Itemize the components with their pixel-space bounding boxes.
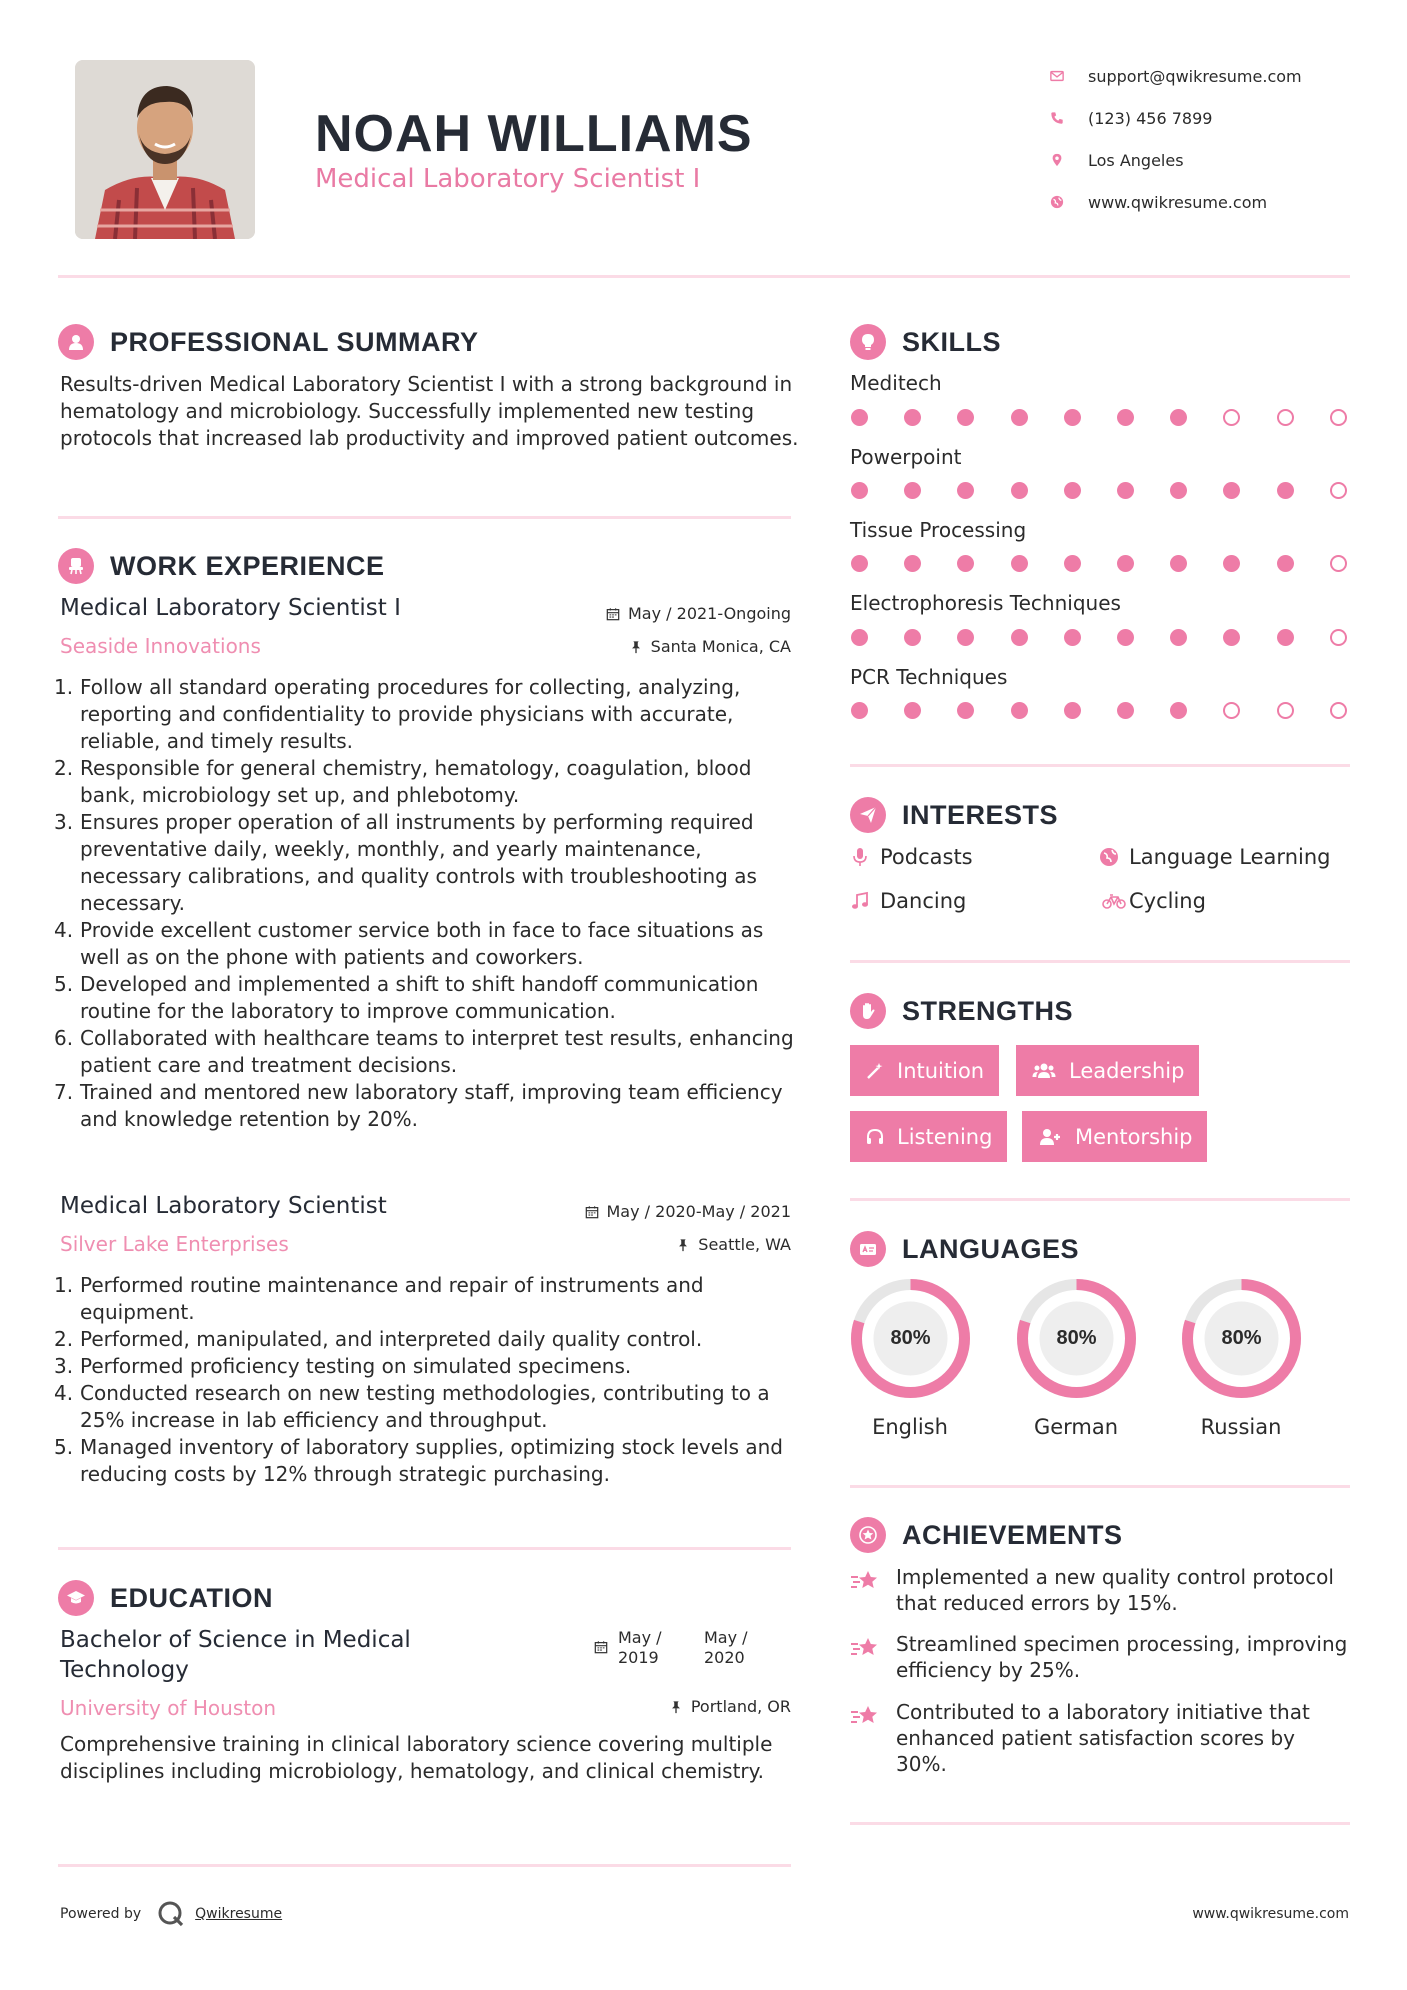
skill-dot-filled <box>1170 555 1187 572</box>
hand-icon <box>850 993 886 1029</box>
skill-dot-filled <box>957 629 974 646</box>
skill-rating <box>851 555 1351 573</box>
envelope-icon <box>1050 69 1088 83</box>
duty-text: Follow all standard operating procedures for collecting, analyzing, reporting and confidentiality to provide physicians with accurate, reliable, and timely results. <box>80 675 741 753</box>
language-ring <box>850 1278 971 1399</box>
star-badge-icon <box>850 1517 886 1553</box>
interests-divider <box>850 960 1350 963</box>
interest-label: Cycling <box>1129 889 1206 913</box>
skill-dot-filled <box>1223 482 1240 499</box>
language-percent: 80% <box>1056 1327 1097 1349</box>
skill-dot-filled <box>1170 702 1187 719</box>
shooting-star-icon <box>850 1699 896 1777</box>
education-dates <box>594 1628 756 1668</box>
achievement-item <box>850 1564 1350 1616</box>
language-percent: 80% <box>1221 1327 1262 1349</box>
skill-dot-filled <box>1011 629 1028 646</box>
skill-name: Meditech <box>850 371 942 395</box>
skill-dot-filled <box>1117 482 1134 499</box>
skill-name: Powerpoint <box>850 445 962 469</box>
duty-text: Provide excellent customer service both in face to face situations as well as on the phone with patients and coworkers. <box>80 918 764 969</box>
skill-dot-empty <box>1330 555 1347 572</box>
contact-email[interactable] <box>1050 55 1350 97</box>
shooting-star-icon <box>850 1564 896 1616</box>
user-plus-icon <box>1037 1127 1063 1147</box>
headphones-icon <box>865 1127 885 1147</box>
education-location-text: Portland, OR <box>690 1697 791 1716</box>
skills-divider <box>850 764 1350 767</box>
strength-tag-listening <box>850 1111 1007 1162</box>
language-name: German <box>1033 1415 1119 1439</box>
achievements-divider <box>850 1822 1350 1825</box>
skill-dot-filled <box>851 409 868 426</box>
skill-dot-filled <box>1064 555 1081 572</box>
duty-text: Performed routine maintenance and repair of instruments and equipment. <box>80 1273 704 1324</box>
skill-dot-filled <box>957 555 974 572</box>
degree-title: Bachelor of Science in Medical Technology <box>60 1627 411 1683</box>
duty-text: Collaborated with healthcare teams to interpret test results, enhancing patient care and treatment decisions. <box>80 1026 794 1077</box>
job-dates-text: May / 2021-Ongoing <box>628 604 791 623</box>
skill-dot-filled <box>904 482 921 499</box>
summary-text: Results-driven Medical Laboratory Scientist I with a strong background in hematology and microbiology. Successfully implemented new testing protocols that increased lab productivity and improved patient outcomes. <box>60 372 799 450</box>
list-item: 4. Conducted research on new testing methodologies, contributing to a 25% increase in lab efficiency and throughput. <box>54 1381 770 1432</box>
skill-name: Tissue Processing <box>850 518 1027 542</box>
experience-heading: WORK EXPERIENCE <box>110 550 385 581</box>
strength-label: Listening <box>897 1124 993 1149</box>
strengths-heading: STRENGTHS <box>902 995 1074 1026</box>
skill-dot-filled <box>1277 482 1294 499</box>
skill-dot-filled <box>1011 702 1028 719</box>
skill-dot-filled <box>851 629 868 646</box>
interests-header <box>850 797 1058 833</box>
skill-dot-filled <box>957 409 974 426</box>
language-ring <box>1181 1278 1302 1399</box>
skill-dot-filled <box>904 555 921 572</box>
pin-icon <box>669 1700 683 1714</box>
candidate-name: NOAH WILLIAMS <box>315 105 753 163</box>
strength-label: Mentorship <box>1075 1124 1193 1149</box>
job-title: Medical Laboratory Scientist <box>60 1193 387 1219</box>
list-item: 5. Managed inventory of laboratory supplies, optimizing stock levels and reducing costs by 12% through strategic purchasing. <box>54 1435 783 1486</box>
globe-icon <box>1099 847 1129 867</box>
qwikresume-logo-icon <box>157 1900 185 1928</box>
interest-podcasts <box>850 845 973 869</box>
languages-heading: LANGUAGES <box>902 1233 1080 1264</box>
skill-dot-filled <box>1170 409 1187 426</box>
map-pin-icon <box>1050 153 1088 167</box>
skill-dot-filled <box>1064 409 1081 426</box>
skill-dot-empty <box>1277 702 1294 719</box>
duty-text: Performed proficiency testing on simulated specimens. <box>80 1354 632 1378</box>
contact-phone[interactable] <box>1050 97 1350 139</box>
education-location <box>669 1697 791 1716</box>
list-item: 4. Provide excellent customer service both in face to face situations as well as on the phone with patients and coworkers. <box>54 918 764 969</box>
duty-text: Conducted research on new testing methodologies, contributing to a 25% increase in lab efficiency and throughput. <box>80 1381 770 1432</box>
strengths-divider <box>850 1198 1350 1201</box>
school-name: University of Houston <box>60 1696 277 1720</box>
duty-text: Performed, manipulated, and interpreted daily quality control. <box>80 1327 703 1351</box>
skill-dot-filled <box>904 629 921 646</box>
interest-dancing <box>850 889 966 913</box>
strength-tag-mentorship <box>1022 1111 1207 1162</box>
list-item: 7. Trained and mentored new laboratory staff, improving team efficiency and knowledge retention by 20%. <box>54 1080 783 1131</box>
calendar-icon <box>585 1205 599 1219</box>
skill-dot-empty <box>1330 409 1347 426</box>
contact-website-text: www.qwikresume.com <box>1088 192 1268 212</box>
achievement-item <box>850 1631 1350 1683</box>
job-dates <box>585 1202 792 1221</box>
education-end: May / 2020 <box>704 1628 748 1667</box>
interest-label: Podcasts <box>880 845 973 869</box>
magic-wand-icon <box>865 1061 885 1081</box>
job-location <box>676 1235 791 1254</box>
skill-rating <box>851 482 1351 500</box>
summary-divider <box>58 516 791 519</box>
education-header <box>58 1580 273 1616</box>
strength-label: Leadership <box>1069 1058 1185 1083</box>
education-heading: EDUCATION <box>110 1582 273 1613</box>
summary-header <box>58 324 479 360</box>
phone-icon <box>1050 111 1088 125</box>
skill-dot-filled <box>1223 555 1240 572</box>
skill-rating <box>851 629 1351 647</box>
achievements-heading: ACHIEVEMENTS <box>902 1519 1123 1550</box>
contact-location-text: Los Angeles <box>1088 150 1184 170</box>
user-icon <box>58 324 94 360</box>
contact-phone-text: (123) 456 7899 <box>1088 108 1213 128</box>
education-start: May / 2019 <box>618 1628 662 1667</box>
list-item: 1. Performed routine maintenance and repair of instruments and equipment. <box>54 1273 704 1324</box>
job-company: Silver Lake Enterprises <box>60 1232 289 1256</box>
job-dates <box>606 604 791 623</box>
list-item: 5. Developed and implemented a shift to shift handoff communication routine for the laboratory to improve communication. <box>54 972 759 1023</box>
skill-dot-filled <box>1064 702 1081 719</box>
strength-tag-leadership <box>1016 1045 1199 1096</box>
brand-link[interactable]: Qwikresume <box>195 1906 283 1922</box>
achievement-item <box>850 1699 1350 1777</box>
skill-dot-filled <box>1011 482 1028 499</box>
interests-heading: INTERESTS <box>902 799 1059 830</box>
bicycle-icon <box>1099 891 1129 911</box>
list-item: 2. Performed, manipulated, and interpreted daily quality control. <box>54 1327 703 1351</box>
skill-dot-filled <box>1117 409 1134 426</box>
experience-header <box>58 548 385 584</box>
music-note-icon <box>850 891 880 911</box>
calendar-icon <box>594 1640 608 1654</box>
skill-dot-empty <box>1277 409 1294 426</box>
paper-plane-icon <box>850 797 886 833</box>
skill-name: Electrophoresis Techniques <box>850 591 1121 615</box>
footer-url[interactable]: www.qwikresume.com <box>1192 1906 1349 1922</box>
duty-text: Responsible for general chemistry, hematology, coagulation, blood bank, microbiology set up, and phlebotomy. <box>80 756 752 807</box>
job-company: Seaside Innovations <box>60 634 261 658</box>
duty-text: Ensures proper operation of all instruments by performing required preventative daily, weekly, monthly, and yearly maintenance, necessary calibrations, and quality controls with troubleshooting as necessary. <box>80 810 757 915</box>
skill-rating <box>851 409 1351 427</box>
list-item: 3. Performed proficiency testing on simulated specimens. <box>54 1354 632 1378</box>
skill-dot-filled <box>1170 482 1187 499</box>
language-name: Russian <box>1200 1415 1282 1439</box>
skill-dot-filled <box>1117 702 1134 719</box>
language-name: English <box>872 1415 948 1439</box>
skill-dot-filled <box>1064 482 1081 499</box>
job-duties-list <box>54 674 805 1133</box>
duty-text: Developed and implemented a shift to shift handoff communication routine for the laboratory to improve communication. <box>80 972 759 1023</box>
header-divider <box>58 275 1350 278</box>
skill-dot-filled <box>1117 629 1134 646</box>
interest-label: Dancing <box>880 889 967 913</box>
skill-rating <box>851 702 1351 720</box>
skill-dot-filled <box>851 482 868 499</box>
skill-dot-filled <box>904 409 921 426</box>
shooting-star-icon <box>850 1631 896 1683</box>
candidate-title: Medical Laboratory Scientist I <box>315 164 701 194</box>
language-ring <box>1016 1278 1137 1399</box>
list-item: 3. Ensures proper operation of all instruments by performing required preventative daily, weekly, monthly, and yearly maintenance, necessary calibrations, and quality controls with troubleshooting as necessary. <box>54 810 757 915</box>
duty-text: Trained and mentored new laboratory staff, improving team efficiency and knowledge retention by 20%. <box>80 1080 783 1131</box>
job-duties-list <box>54 1272 805 1488</box>
job-title: Medical Laboratory Scientist I <box>60 595 401 621</box>
skill-dot-filled <box>904 702 921 719</box>
globe-icon <box>1050 195 1088 209</box>
skill-dot-filled <box>1117 555 1134 572</box>
skill-dot-filled <box>851 555 868 572</box>
skill-dot-empty <box>1330 629 1347 646</box>
strengths-header <box>850 993 1073 1029</box>
interest-label: Language Learning <box>1129 845 1331 869</box>
achievement-text: Streamlined specimen processing, improving efficiency by 25%. <box>896 1632 1348 1682</box>
microphone-icon <box>850 847 880 867</box>
skill-dot-filled <box>851 702 868 719</box>
contact-website[interactable] <box>1050 181 1350 223</box>
skills-header <box>850 324 1001 360</box>
skill-dot-empty <box>1330 482 1347 499</box>
languages-divider <box>850 1485 1350 1488</box>
contact-location <box>1050 139 1350 181</box>
skill-dot-filled <box>1277 555 1294 572</box>
list-item: 6. Collaborated with healthcare teams to interpret test results, enhancing patient care and treatment decisions. <box>54 1026 794 1077</box>
contact-block <box>1050 55 1350 223</box>
users-icon <box>1031 1061 1057 1081</box>
job-location-text: Santa Monica, CA <box>650 637 791 656</box>
strength-label: Intuition <box>897 1058 985 1083</box>
contact-email-text: support@qwikresume.com <box>1088 66 1302 86</box>
skill-name: PCR Techniques <box>850 665 1008 689</box>
skill-dot-filled <box>1064 629 1081 646</box>
duty-text: Managed inventory of laboratory supplies, optimizing stock levels and reducing costs by 12% through strategic purchasing. <box>80 1435 783 1486</box>
profile-photo <box>75 60 255 239</box>
job-location <box>629 637 791 656</box>
list-item: 1. Follow all standard operating procedures for collecting, analyzing, reporting and confidentiality to provide physicians with accurate, reliable, and timely results. <box>54 675 741 753</box>
language-card-icon <box>850 1231 886 1267</box>
skill-dot-empty <box>1223 702 1240 719</box>
lightbulb-icon <box>850 324 886 360</box>
language-percent: 80% <box>890 1327 931 1349</box>
footer-powered-by <box>60 1900 282 1928</box>
achievements-header <box>850 1517 1123 1553</box>
skill-dot-empty <box>1330 702 1347 719</box>
achievement-text: Contributed to a laboratory initiative that enhanced patient satisfaction scores by 30%. <box>896 1700 1310 1776</box>
powered-by-label: Powered by <box>60 1906 142 1922</box>
experience-divider <box>58 1547 791 1550</box>
list-item: 2. Responsible for general chemistry, hematology, coagulation, blood bank, microbiology set up, and phlebotomy. <box>54 756 752 807</box>
skill-dot-empty <box>1223 409 1240 426</box>
skill-dot-filled <box>1277 629 1294 646</box>
summary-heading: PROFESSIONAL SUMMARY <box>110 326 479 357</box>
languages-header <box>850 1231 1079 1267</box>
strength-tag-intuition <box>850 1045 999 1096</box>
education-description: Comprehensive training in clinical laboratory science covering multiple disciplines including microbiology, hematology, and clinical chemistry. <box>60 1732 773 1783</box>
skill-dot-filled <box>1223 629 1240 646</box>
skill-dot-filled <box>1170 629 1187 646</box>
calendar-icon <box>606 607 620 621</box>
job-location-text: Seattle, WA <box>698 1235 791 1254</box>
skill-dot-filled <box>957 702 974 719</box>
interest-cycling <box>1099 889 1206 913</box>
portrait-image <box>75 60 255 239</box>
pin-icon <box>676 1238 690 1252</box>
skill-dot-filled <box>1011 555 1028 572</box>
pin-icon <box>629 640 643 654</box>
briefcase-chair-icon <box>58 548 94 584</box>
graduation-cap-icon <box>58 1580 94 1616</box>
skill-dot-filled <box>957 482 974 499</box>
skill-dot-filled <box>1011 409 1028 426</box>
job-dates-text: May / 2020-May / 2021 <box>606 1202 791 1221</box>
skills-heading: SKILLS <box>902 326 1002 357</box>
interest-language-learning <box>1099 845 1330 869</box>
achievement-text: Implemented a new quality control protocol that reduced errors by 15%. <box>896 1565 1334 1615</box>
education-divider <box>58 1864 791 1867</box>
